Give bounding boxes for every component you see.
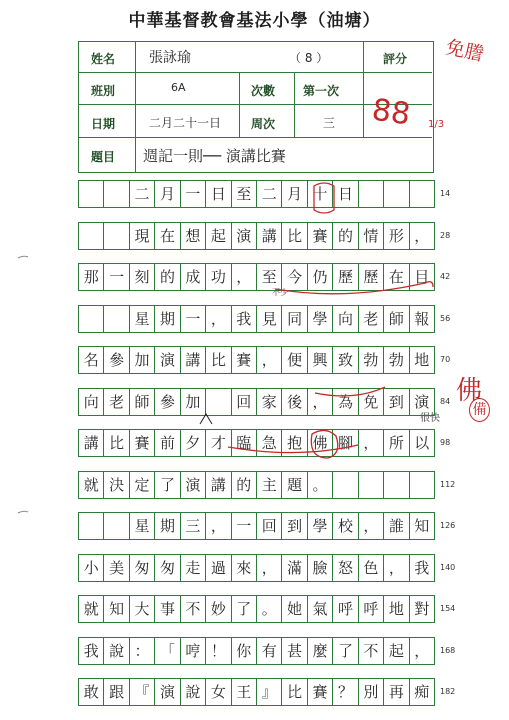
grid-cell: 過	[205, 554, 231, 582]
times-value: 第一次	[303, 84, 340, 98]
grid-cell: 月	[281, 180, 307, 208]
grid-cell: 報	[409, 305, 435, 333]
grid-cell: ！	[205, 637, 231, 665]
grid-cell: 興	[307, 346, 333, 374]
grid-cell: 向	[78, 388, 104, 416]
grid-cell: 月	[154, 180, 180, 208]
grid-cell: 期	[154, 512, 180, 540]
grid-cell: 匆	[129, 554, 155, 582]
grid-cell: 誰	[383, 512, 409, 540]
grid-cell: 呼	[332, 595, 358, 623]
circle-mark-1	[314, 183, 334, 213]
grid-cell: 十	[307, 180, 333, 208]
grid-cell: ，	[256, 554, 282, 582]
grid-cell: 不	[358, 637, 384, 665]
grid-cell: 在	[154, 222, 180, 250]
grid-cell: 我	[409, 554, 435, 582]
insert-note-1: 不少	[272, 288, 288, 297]
grid-cell: 仍	[307, 263, 333, 291]
grid-cell: 痴	[409, 678, 435, 706]
grid-cell: 形	[383, 222, 409, 250]
grid-cell: 參	[154, 388, 180, 416]
correction-big: 佛	[456, 376, 483, 406]
grid-cell: 比	[205, 346, 231, 374]
week-label: 周次	[251, 117, 276, 131]
topic-value: 週記一則── 演講比賽	[143, 147, 286, 165]
grid-cell: 的	[231, 471, 257, 499]
grid-cell: 至	[256, 263, 282, 291]
grid-cell: 。	[256, 595, 282, 623]
grid-cell: 今	[281, 263, 307, 291]
date-label: 日期	[91, 117, 116, 131]
grid-cell: 賽	[307, 678, 333, 706]
grid-cell: ，	[409, 637, 435, 665]
grid-cell: 。	[307, 471, 333, 499]
grid-cell: 向	[332, 305, 358, 333]
grid-cell: 參	[103, 346, 129, 374]
insert-note-2: 很快	[420, 413, 440, 424]
grid-cell: 二	[256, 180, 282, 208]
score-value: 88	[369, 92, 413, 133]
class-value: 6A	[171, 81, 186, 94]
row-char-count: 84	[440, 397, 451, 406]
date-value: 二月二十一日	[149, 116, 222, 130]
class-label: 班別	[91, 84, 116, 98]
grid-cell: 期	[154, 305, 180, 333]
grid-cell: 才	[205, 429, 231, 457]
grid-cell: 師	[129, 388, 155, 416]
grid-cell: ，	[307, 388, 333, 416]
grid-cell: 一	[180, 305, 206, 333]
grid-cell: 一	[231, 512, 257, 540]
grid-cell: 一	[103, 263, 129, 291]
row-char-count: 168	[440, 646, 456, 655]
grid-cell: 師	[383, 305, 409, 333]
grid-cell: 甚	[281, 637, 307, 665]
row-char-count: 42	[440, 272, 451, 281]
grid-cell: 現	[129, 222, 155, 250]
grid-cell: 女	[205, 678, 231, 706]
grid-cell: 想	[180, 222, 206, 250]
exemption-note: 免謄	[443, 36, 486, 66]
grid-cell: 校	[332, 512, 358, 540]
grid-cell: 星	[129, 512, 155, 540]
grid-cell: 敢	[78, 678, 104, 706]
grid-cell: 急	[256, 429, 282, 457]
grid-cell: 加	[180, 388, 206, 416]
grid-cell: 臨	[231, 429, 257, 457]
grid-cell: 說	[103, 637, 129, 665]
correction-circle: 備	[469, 398, 490, 422]
name-label: 姓名	[91, 52, 116, 66]
grid-cell: 那	[78, 263, 104, 291]
grid-cell: 免	[358, 388, 384, 416]
grid-cell: 麼	[307, 637, 333, 665]
grid-cell: 來	[231, 554, 257, 582]
grid-cell: 名	[78, 346, 104, 374]
week-value: 三	[323, 116, 336, 130]
score-fraction: 1/3	[428, 119, 445, 130]
grid-cell: 了	[231, 595, 257, 623]
grid-cell: 勃	[383, 346, 409, 374]
grid-cell: 勃	[358, 346, 384, 374]
grid-cell: 我	[78, 637, 104, 665]
row-char-count: 56	[440, 314, 451, 323]
caret-mark	[200, 414, 212, 424]
grid-cell: 決	[103, 471, 129, 499]
grid-cell: 刻	[129, 263, 155, 291]
grid-cell: 地	[409, 346, 435, 374]
grid-cell: 走	[180, 554, 206, 582]
grid-cell: 的	[154, 263, 180, 291]
grid-cell: 』	[256, 678, 282, 706]
grid-cell: 呼	[358, 595, 384, 623]
underline-mark-1	[275, 282, 433, 294]
grid-cell: 就	[78, 595, 104, 623]
grid-cell: 學	[307, 305, 333, 333]
grid-cell: 賽	[231, 346, 257, 374]
grid-cell: 到	[281, 512, 307, 540]
grid-cell: 別	[358, 678, 384, 706]
school-title: 中華基督教會基法小學（油塘）	[128, 11, 381, 31]
grid-cell: ：	[129, 637, 155, 665]
grid-cell: 演	[154, 678, 180, 706]
grid-cell: 王	[231, 678, 257, 706]
student-number: （ 8 ）	[289, 51, 329, 65]
grid-cell: 歷	[358, 263, 384, 291]
grid-cell: 星	[129, 305, 155, 333]
grid-cell: 夕	[180, 429, 206, 457]
grid-cell: 比	[281, 222, 307, 250]
grid-cell: 說	[180, 678, 206, 706]
row-char-count: 112	[440, 480, 456, 489]
grid-cell: 地	[383, 595, 409, 623]
margin-mark-1	[18, 256, 28, 258]
grid-cell: 致	[332, 346, 358, 374]
underline-mark-2	[315, 387, 385, 396]
grid-cell: 功	[205, 263, 231, 291]
grid-cell: 匆	[154, 554, 180, 582]
topic-label: 題目	[91, 150, 116, 164]
grid-cell: 回	[256, 512, 282, 540]
grid-cell: 所	[383, 429, 409, 457]
grid-cell: 加	[129, 346, 155, 374]
grid-cell: 講	[180, 346, 206, 374]
grid-cell: 再	[383, 678, 409, 706]
grid-cell: 家	[256, 388, 282, 416]
grid-cell: 知	[409, 512, 435, 540]
grid-cell: 起	[205, 222, 231, 250]
grid-cell: 演	[154, 346, 180, 374]
grid-cell: 有	[256, 637, 282, 665]
margin-mark-2	[18, 511, 28, 513]
grid-cell: 定	[129, 471, 155, 499]
grid-cell: 我	[231, 305, 257, 333]
grid-cell: 題	[281, 471, 307, 499]
grid-cell: ，	[205, 512, 231, 540]
grid-cell: 賽	[307, 222, 333, 250]
grid-cell: 對	[409, 595, 435, 623]
row-char-count: 140	[440, 563, 456, 572]
grid-cell: ，	[383, 554, 409, 582]
grid-cell: 主	[256, 471, 282, 499]
grid-cell: 成	[180, 263, 206, 291]
grid-cell: 一	[180, 180, 206, 208]
grid-cell: 到	[383, 388, 409, 416]
grid-cell: 事	[154, 595, 180, 623]
grid-cell: 就	[78, 471, 104, 499]
grid-cell: ，	[358, 429, 384, 457]
grid-cell: 佛	[307, 429, 333, 457]
grid-cell: 不	[180, 595, 206, 623]
name-value: 張詠瑜	[149, 50, 191, 66]
grid-cell: 情	[358, 222, 384, 250]
grid-cell: 她	[281, 595, 307, 623]
row-char-count: 182	[440, 687, 456, 696]
grid-cell: 「	[154, 637, 180, 665]
score-label: 評分	[383, 52, 408, 66]
grid-cell: 講	[78, 429, 104, 457]
grid-cell: 同	[281, 305, 307, 333]
row-char-count: 70	[440, 355, 451, 364]
grid-cell: 了	[332, 637, 358, 665]
grid-cell: 抱	[281, 429, 307, 457]
grid-cell: 老	[103, 388, 129, 416]
grid-cell: 『	[129, 678, 155, 706]
grid-cell: 日	[332, 180, 358, 208]
grid-cell: 老	[358, 305, 384, 333]
row-char-count: 98	[440, 438, 451, 447]
grid-cell: 腳	[332, 429, 358, 457]
grid-cell: 日	[205, 180, 231, 208]
grid-cell: 哼	[180, 637, 206, 665]
grid-cell: 講	[256, 222, 282, 250]
grid-cell: 演	[231, 222, 257, 250]
grid-cell: 以	[409, 429, 435, 457]
grid-cell: 色	[358, 554, 384, 582]
grid-cell: 妙	[205, 595, 231, 623]
grid-cell: 為	[332, 388, 358, 416]
grid-cell: 的	[332, 222, 358, 250]
grid-cell: 回	[231, 388, 257, 416]
row-char-count: 126	[440, 521, 456, 530]
grid-cell: ，	[205, 305, 231, 333]
grid-cell: 演	[409, 388, 435, 416]
grid-cell: 在	[383, 263, 409, 291]
row-char-count: 154	[440, 604, 456, 613]
grid-cell: 後	[281, 388, 307, 416]
grid-cell: 滿	[281, 554, 307, 582]
grid-cell: 目	[409, 263, 435, 291]
grid-cell: 你	[231, 637, 257, 665]
grid-cell: 比	[281, 678, 307, 706]
grid-cell: ？	[332, 678, 358, 706]
grid-cell: 二	[129, 180, 155, 208]
grid-cell: 知	[103, 595, 129, 623]
grid-cell: 起	[383, 637, 409, 665]
grid-cell: 了	[154, 471, 180, 499]
row-char-count: 28	[440, 231, 451, 240]
grid-cell: 講	[205, 471, 231, 499]
grid-cell: ，	[409, 222, 435, 250]
grid-cell: ，	[231, 263, 257, 291]
grid-cell: 賽	[129, 429, 155, 457]
grid-cell: ，	[358, 512, 384, 540]
grid-cell: 三	[180, 512, 206, 540]
underline-mark-3	[228, 445, 358, 453]
grid-cell: 見	[256, 305, 282, 333]
grid-cell: 美	[103, 554, 129, 582]
grid-cell: 比	[103, 429, 129, 457]
grid-cell: 小	[78, 554, 104, 582]
grid-cell: ，	[256, 346, 282, 374]
grid-cell: 學	[307, 512, 333, 540]
grid-cell: 大	[129, 595, 155, 623]
circle-mark-2	[311, 430, 337, 458]
grid-cell: 前	[154, 429, 180, 457]
grid-cell: 演	[180, 471, 206, 499]
grid-cell: 跟	[103, 678, 129, 706]
grid-cell: 怒	[332, 554, 358, 582]
grid-cell: 歷	[332, 263, 358, 291]
grid-cell: 便	[281, 346, 307, 374]
row-char-count: 14	[440, 189, 451, 198]
times-label: 次數	[251, 84, 276, 98]
grid-cell: 臉	[307, 554, 333, 582]
grid-cell: 至	[231, 180, 257, 208]
grid-cell: 氣	[307, 595, 333, 623]
